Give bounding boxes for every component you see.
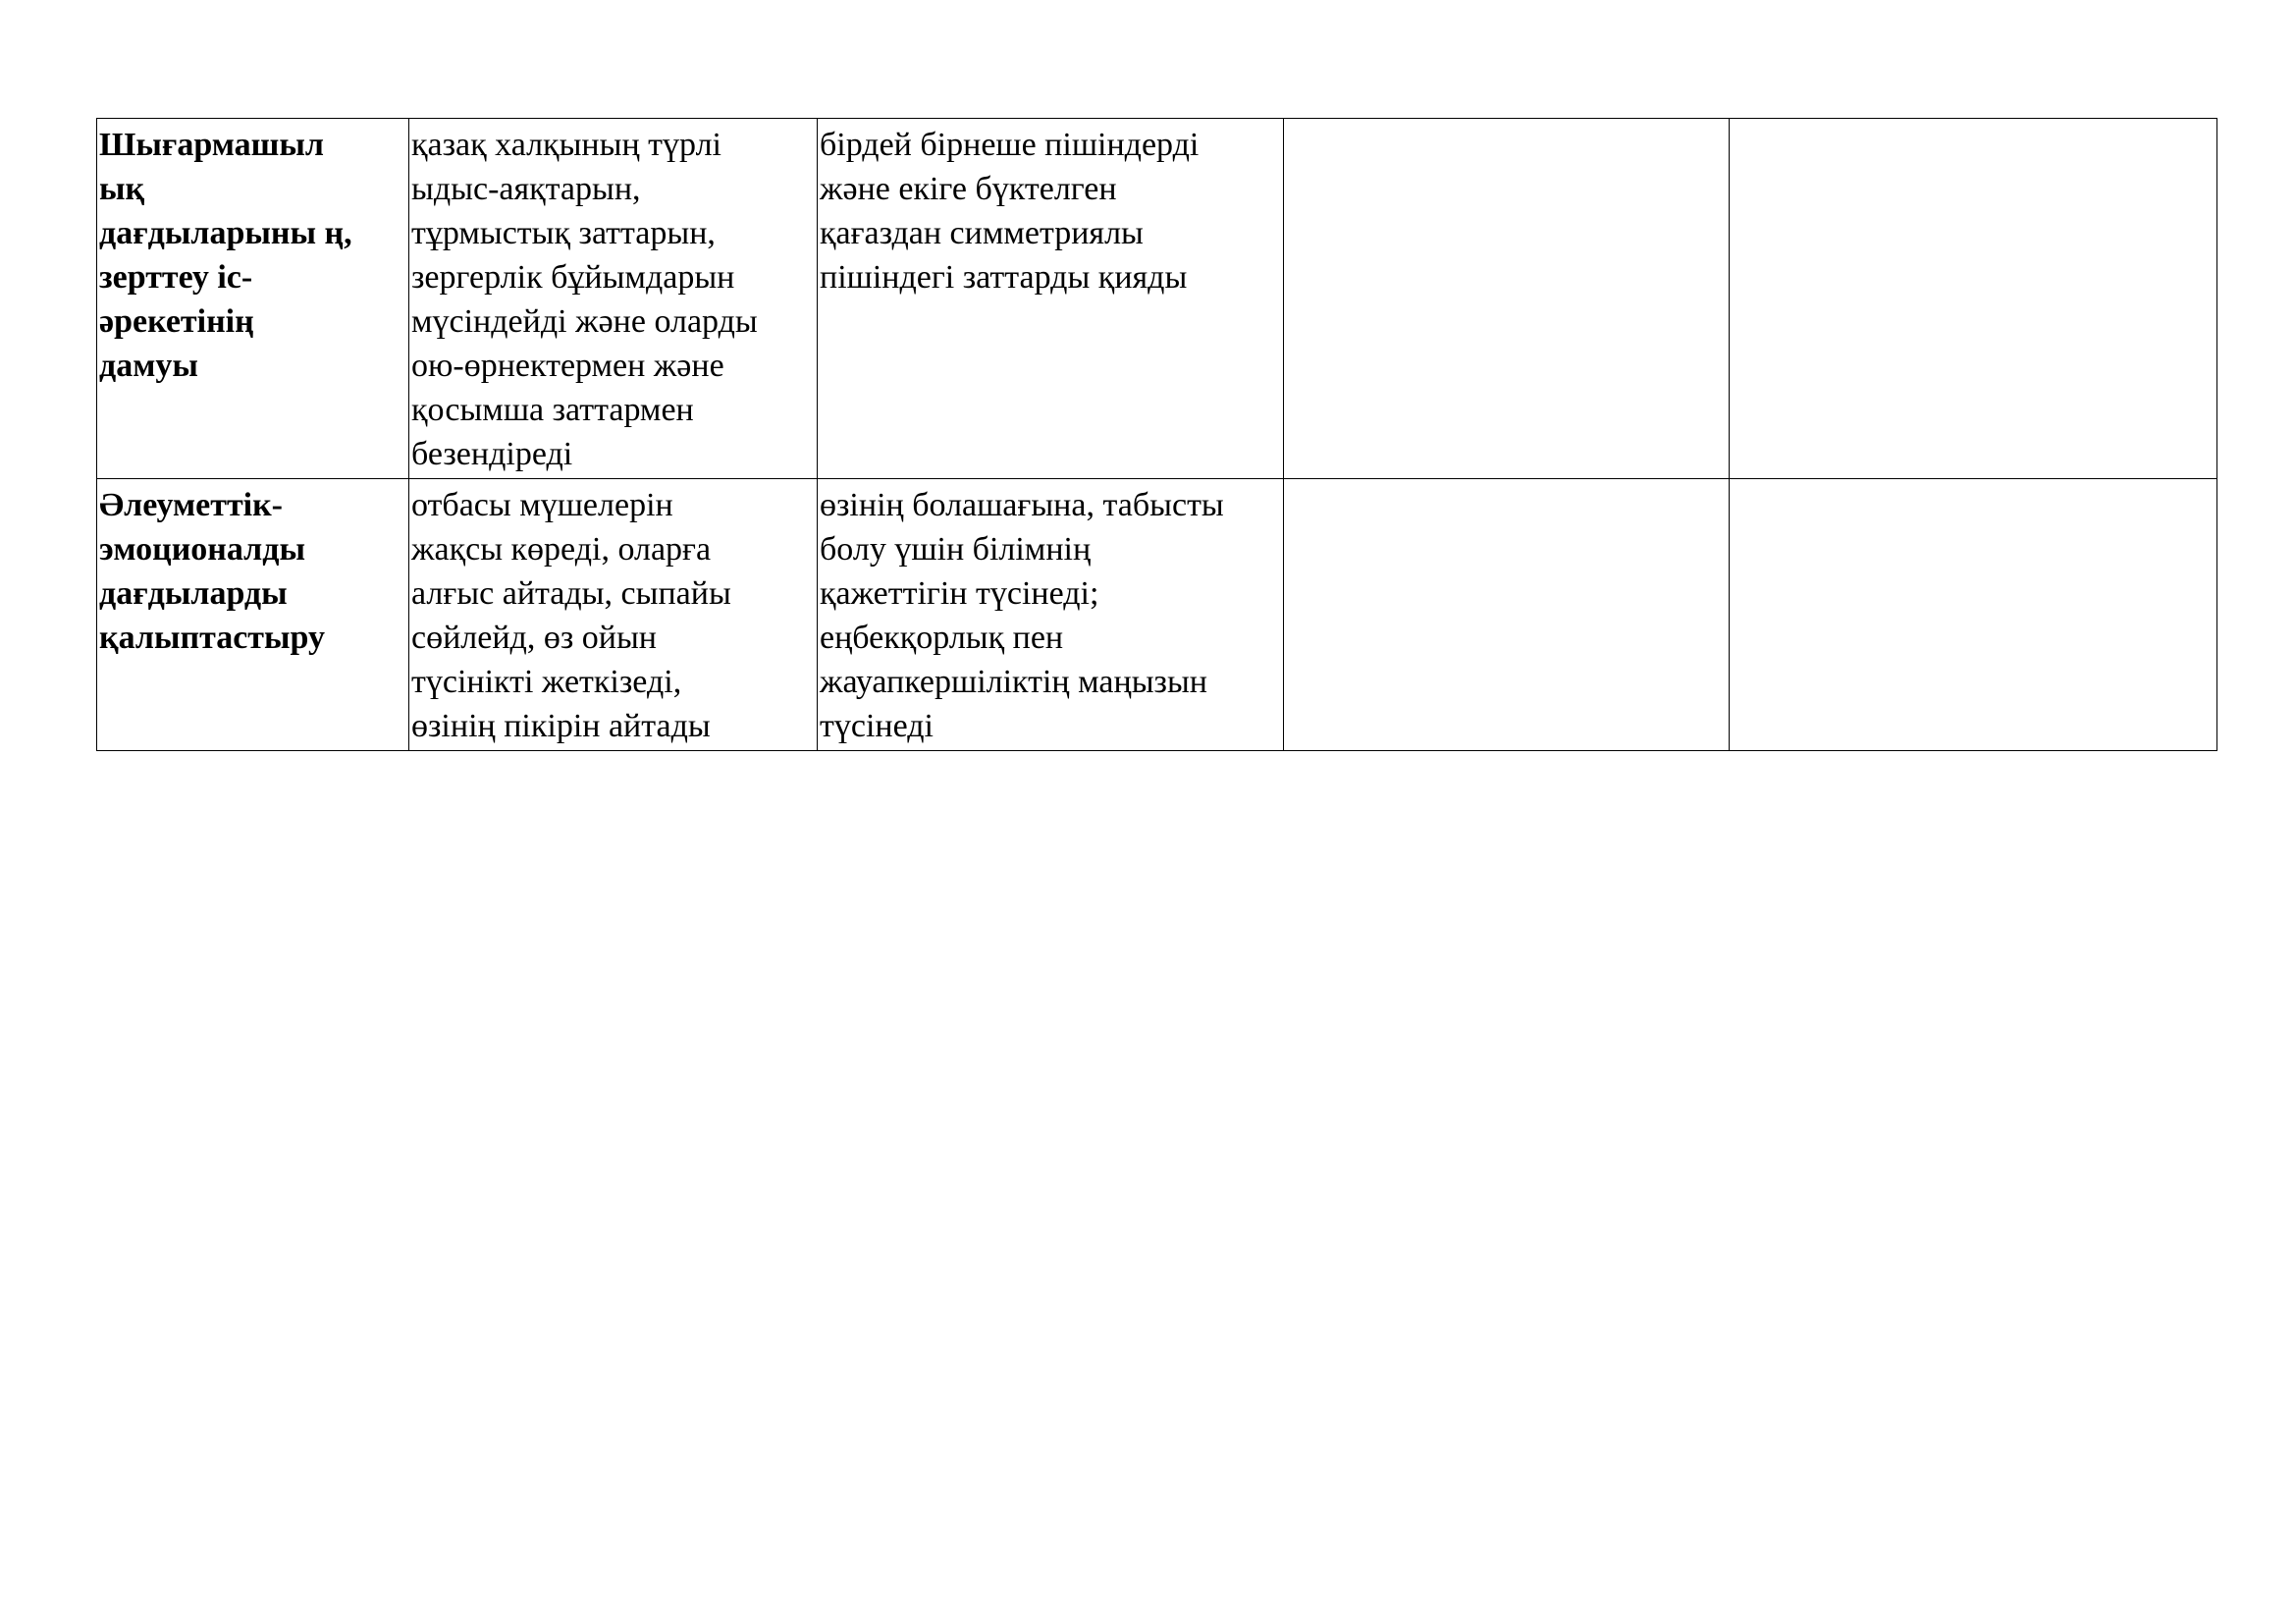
table-cell: [1730, 119, 2217, 479]
cell-text: қазақ халқының түрлі ыдыс-аяқтарын, тұрмыстық заттарын, зергерлік бұйымдарын мүсіндейді және оларды ою-өрнектермен және қосымша заттармен безендіреді: [411, 127, 758, 472]
table-cell: [1284, 119, 1730, 479]
table-row: [97, 479, 2217, 751]
area-label: Әлеуметтік- эмоционалды дағдыларды қалыптастыру: [99, 487, 326, 656]
cell-text: бірдей бірнеше пішіндерді және екіге бүктелген қағаздан симметриялы пішіндегі заттарды қияды: [820, 127, 1200, 296]
table-cell: [818, 119, 1284, 479]
table-cell: [409, 479, 818, 751]
table-cell: [1730, 479, 2217, 751]
cell-text: өзінің болашағына, табысты болу үшін білімнің қажеттігін түсінеді; еңбекқорлық пен жауапкершіліктің маңызын түсінеді: [820, 487, 1224, 744]
table-cell: [818, 479, 1284, 751]
table-cell: [409, 119, 818, 479]
area-cell: [97, 479, 409, 751]
area-label: Шығармашыл ық дағдыларыны ң, зерттеу іс- әрекетінің дамуы: [99, 127, 352, 384]
area-cell: [97, 119, 409, 479]
table-cell: [1284, 479, 1730, 751]
cell-text: отбасы мүшелерін жақсы көреді, оларға алғыс айтады, сыпайы сөйлейд, өз ойын түсінікті жеткізеді, өзінің пікірін айтады: [411, 487, 731, 744]
development-table: [96, 118, 2217, 751]
table-row: [97, 119, 2217, 479]
